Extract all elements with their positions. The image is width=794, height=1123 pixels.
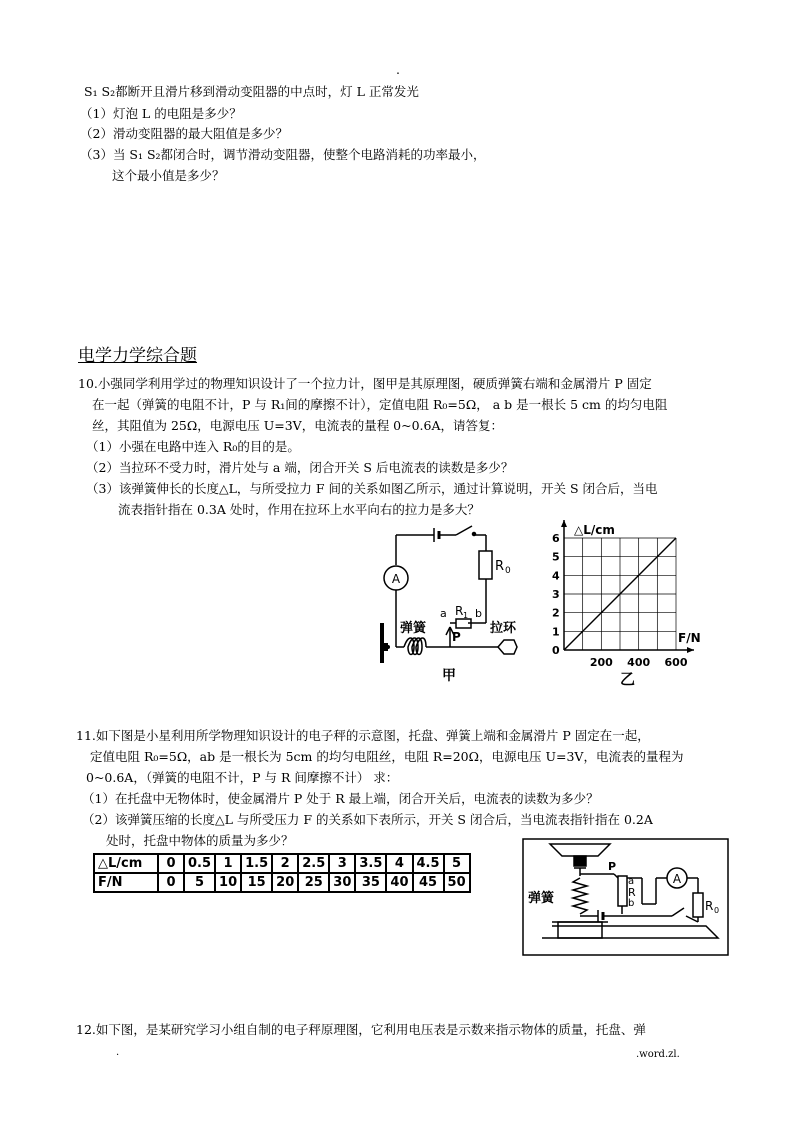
chart-xlabel: F/N	[678, 631, 701, 645]
table-cell: 30	[329, 873, 355, 892]
r0-sub: 0	[505, 566, 511, 576]
table-cell: 35	[355, 873, 386, 892]
x-tick-label: 600	[664, 656, 688, 669]
table-cell: 0.5	[184, 854, 215, 873]
table-cell: 15	[241, 873, 272, 892]
q9-part1: （1）灯泡 L 的电阻是多少？	[80, 106, 242, 121]
y-tick-label: 3	[552, 588, 560, 601]
table-cell: 25	[298, 873, 329, 892]
table-cell: 0	[158, 873, 184, 892]
point-a-label: a	[440, 607, 447, 620]
chart-caption: 乙	[620, 670, 636, 688]
electronic-scale-diagram	[522, 838, 730, 958]
table-row-delta-l	[94, 854, 470, 873]
table-cell: 5	[444, 854, 470, 873]
footer-right: .word.zl.	[636, 1049, 680, 1060]
table-cell: 2	[272, 854, 298, 873]
x-tick-label: 400	[627, 656, 651, 669]
q10-part2: （2）当拉环不受力时，滑片处与 a 端，闭合开关 S 后电流表的读数是多少？	[86, 460, 514, 475]
footer-left: .	[116, 1047, 120, 1058]
table-cell: 3.5	[355, 854, 386, 873]
top-dot: .	[396, 62, 400, 77]
table-cell: 3	[329, 854, 355, 873]
table-cell: 0	[158, 854, 184, 873]
graph-yi	[540, 518, 710, 688]
table-cell: 10	[215, 873, 241, 892]
q9-line1: S₁ S₂都断开且滑片移到滑动变阻器的中点时，灯 L 正常发光	[84, 84, 419, 99]
scale-r0-sub: 0	[714, 906, 720, 915]
table-cell: 50	[444, 873, 470, 892]
q11-part1: （1）在托盘中无物体时，使金属滑片 P 处于 R 最上端，闭合开关后，电流表的读数为多少？	[82, 791, 599, 806]
y-tick-label: 2	[552, 606, 560, 620]
scale-spring-label: 弹簧	[528, 891, 555, 906]
section-title: 电学力学综合题	[78, 346, 197, 366]
q10-part1: （1）小强在电路中连入 R₀的目的是。	[86, 439, 300, 454]
y-tick-label: 0	[552, 644, 560, 657]
y-tick-label: 4	[552, 569, 560, 583]
table-cell: 2.5	[298, 854, 329, 873]
circuit-diagram-jia	[360, 515, 540, 690]
y-axis-arrow	[561, 520, 567, 527]
ring-label: 拉环	[490, 621, 517, 636]
spring-label: 弹簧	[400, 621, 427, 636]
table-cell: 40	[386, 873, 412, 892]
table-cell: 1	[215, 854, 241, 873]
ammeter-label: A	[391, 572, 401, 586]
q9-part3-cont: 这个最小值是多少？	[112, 168, 225, 183]
point-b-label: b	[475, 607, 482, 620]
scale-a-label: a	[628, 876, 635, 887]
q11-part2: （2）该弹簧压缩的长度△L 与所受压力 F 的关系如下表所示，开关 S 闭合后，当电流表指针指在 0.2A	[82, 812, 653, 827]
y-tick-label: 6	[552, 532, 560, 545]
q10-line2: 在一起（弹簧的电阻不计，P 与 R₁间的摩擦不计），定值电阻 R₀=5Ω， a b 是一根长 5 cm 的均匀电阻	[92, 397, 668, 412]
chart-ylabel: △L/cm	[574, 523, 615, 537]
scale-b-label: b	[628, 898, 635, 909]
table-cell: 20	[272, 873, 298, 892]
r0-label: R	[495, 559, 505, 574]
slider-p-label: P	[452, 630, 461, 644]
q11-line1: 11.如下图是小星利用所学物理知识设计的电子秤的示意图，托盘、弹簧上端和金属滑片 P 固定在一起，	[76, 728, 650, 743]
table-cell: 4	[386, 854, 412, 873]
table-cell: 1.5	[241, 854, 272, 873]
y-tick-label: 5	[552, 550, 560, 564]
q11-line3: 0~0.6A，（弹簧的电阻不计，P 与 R 间摩擦不计） 求：	[86, 770, 399, 785]
q10-part3: （3）该弹簧伸长的长度△L，与所受拉力 F 间的关系如图乙所示，通过计算说明，开关 S 闭合后，当电	[86, 481, 658, 496]
table-cell: 45	[413, 873, 444, 892]
r1-label: R	[455, 604, 464, 618]
table-cell: F/N	[94, 873, 158, 892]
q12-line1: 12.如下图，是某研究学习小组自制的电子秤原理图，它利用电压表是示数来指示物体的质量，托盘、弹	[76, 1022, 646, 1037]
y-tick-label: 1	[552, 625, 560, 639]
table-cell: 5	[184, 873, 215, 892]
data-table	[93, 853, 471, 893]
figure-caption-jia: 甲	[442, 668, 456, 684]
r1-sub: 1	[463, 611, 469, 620]
q10-part3-cont: 流表指针指在 0.3A 处时，作用在拉环上水平向右的拉力是多大？	[118, 502, 480, 517]
q10-line1: 10.小强同学利用学过的物理知识设计了一个拉力计，图甲是其原理图，硬质弹簧右端和金属滑片 P 固定	[78, 376, 652, 391]
table-cell: 4.5	[413, 854, 444, 873]
q10-line3: 丝，其阻值为 25Ω，电源电压 U=3V，电流表的量程 0~0.6A，请答复：	[92, 418, 504, 433]
scale-ammeter-label: A	[672, 872, 682, 886]
q11-part2-cont: 处时，托盘中物体的质量为多少？	[106, 833, 294, 848]
table-row-force	[94, 873, 470, 892]
scale-r-label: R	[628, 886, 636, 899]
x-tick-label: 200	[589, 656, 613, 669]
q9-part3: （3）当 S₁ S₂都闭合时，调节滑动变阻器，使整个电路消耗的功率最小，	[80, 147, 486, 162]
q9-part2: （2）滑动变阻器的最大阻值是多少？	[80, 126, 288, 141]
table-cell: △L/cm	[94, 854, 158, 873]
q11-line2: 定值电阻 R₀=5Ω，ab 是一根长为 5cm 的均匀电阻丝，电阻 R=20Ω，电源电压 U=3V，电流表的量程为	[90, 749, 684, 764]
x-axis-arrow	[687, 647, 694, 653]
scale-r0-label: R	[705, 899, 714, 913]
scale-p-label: P	[608, 860, 617, 873]
